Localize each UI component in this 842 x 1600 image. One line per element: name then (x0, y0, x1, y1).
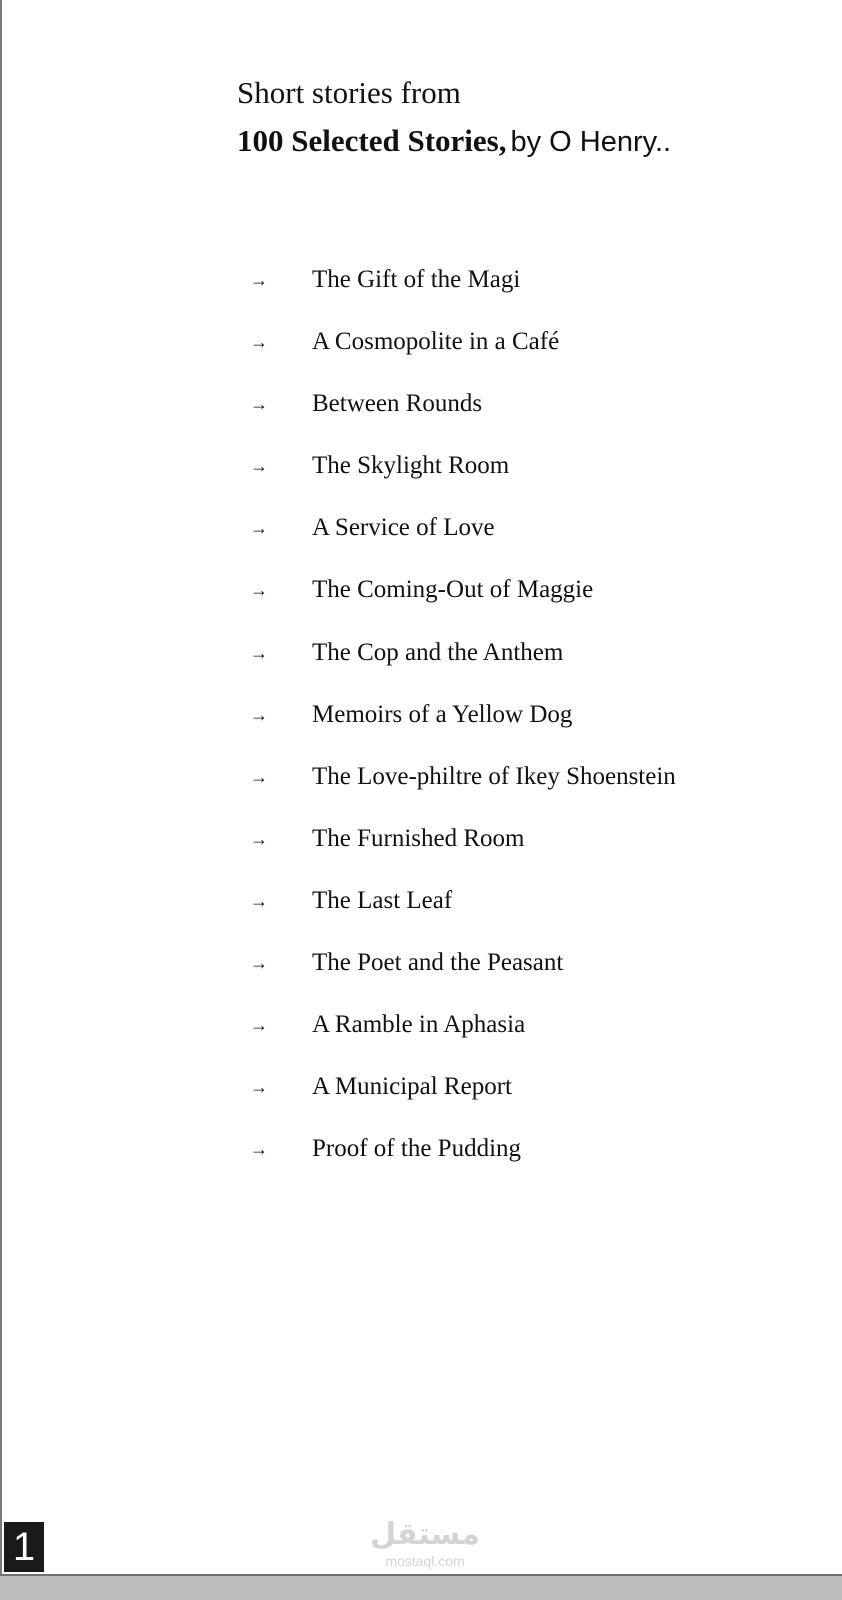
right-arrow-icon: → (250, 332, 268, 353)
list-item (250, 386, 676, 448)
list-item (250, 1131, 676, 1193)
story-title: Between Rounds (312, 390, 483, 418)
list-item (250, 510, 676, 572)
story-title: A Service of Love (312, 514, 495, 542)
story-title: The Poet and the Peasant (312, 949, 564, 977)
story-title: The Furnished Room (312, 824, 525, 852)
list-item (250, 1007, 676, 1069)
page-heading (237, 72, 671, 168)
story-title: The Gift of the Magi (312, 266, 521, 293)
right-arrow-icon: → (250, 580, 268, 601)
story-title: The Coming-Out of Maggie (312, 576, 594, 604)
list-item (250, 1069, 676, 1131)
list-item (250, 262, 676, 324)
mostaql-watermark (370, 1517, 480, 1569)
story-title: A Municipal Report (312, 1073, 512, 1101)
list-item (250, 883, 676, 945)
right-arrow-icon: → (250, 518, 268, 539)
right-arrow-icon: → (250, 828, 268, 849)
story-title: A Cosmopolite in a Café (312, 328, 560, 356)
right-arrow-icon: → (250, 1139, 268, 1160)
viewer-bottom-bar (0, 1574, 842, 1600)
heading-book-line (237, 120, 671, 168)
story-title: Proof of the Pudding (312, 1135, 522, 1163)
story-title: The Last Leaf (312, 886, 453, 914)
list-item (250, 759, 676, 821)
watermark-url: mostaql.com (385, 1553, 465, 1569)
list-item (250, 448, 676, 510)
list-item (250, 821, 676, 883)
list-item (250, 945, 676, 1007)
book-title: 100 Selected Stories, (237, 123, 507, 158)
list-item (250, 697, 676, 759)
right-arrow-icon: → (250, 1077, 268, 1098)
story-title: The Skylight Room (312, 452, 510, 480)
list-item (250, 324, 676, 386)
story-list (250, 262, 676, 1193)
book-author: by O Henry.. (510, 126, 672, 158)
heading-intro: Short stories from (237, 75, 461, 110)
right-arrow-icon: → (250, 890, 268, 911)
right-arrow-icon: → (250, 270, 268, 290)
right-arrow-icon: → (250, 704, 268, 725)
right-arrow-icon: → (250, 766, 268, 787)
story-title: A Ramble in Aphasia (312, 1011, 526, 1039)
watermark-logo: مستقل (370, 1517, 480, 1552)
list-item (250, 572, 676, 634)
right-arrow-icon: → (250, 456, 268, 477)
right-arrow-icon: → (250, 953, 268, 974)
right-arrow-icon: → (250, 642, 268, 663)
right-arrow-icon: → (250, 1015, 268, 1036)
story-title: The Cop and the Anthem (312, 638, 564, 666)
list-item (250, 635, 676, 697)
story-title: The Love-philtre of Ikey Shoenstein (312, 762, 676, 790)
right-arrow-icon: → (250, 394, 268, 415)
page-number: 1 (4, 1522, 44, 1572)
story-title: Memoirs of a Yellow Dog (312, 700, 573, 728)
